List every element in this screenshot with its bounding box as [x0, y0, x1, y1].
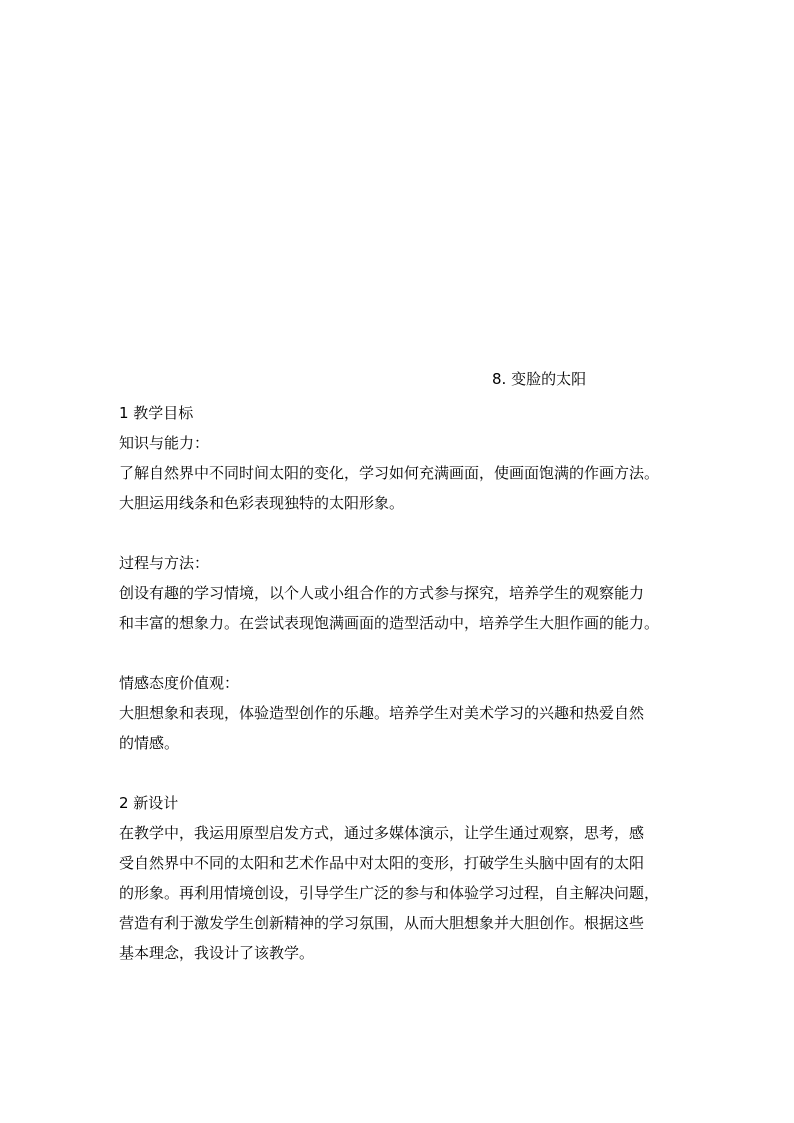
paragraph-line: 基本理念，我设计了该教学。 [119, 944, 315, 962]
paragraph-line: 和丰富的想象力。在尝试表现饱满画面的造型活动中，培养学生大胆作画的能力。 [119, 614, 660, 632]
paragraph-line: 创设有趣的学习情境，以个人或小组合作的方式参与探究，培养学生的观察能力 [119, 584, 645, 602]
subheading-knowledge: 知识与能力： [119, 434, 210, 452]
paragraph-line: 在教学中，我运用原型启发方式，通过多媒体演示，让学生通过观察，思考，感 [119, 824, 645, 842]
paragraph-line: 营造有利于激发学生创新精神的学习氛围，从而大胆想象并大胆创作。根据这些 [119, 914, 645, 932]
paragraph-line: 大胆运用线条和色彩表现独特的太阳形象。 [119, 494, 405, 512]
paragraph-line: 受自然界中不同的太阳和艺术作品中对太阳的变形，打破学生头脑中固有的太阳 [119, 854, 645, 872]
paragraph-line: 的形象。再利用情境创设，引导学生广泛的参与和体验学习过程，自主解决问题， [119, 884, 660, 902]
section-heading-objectives: 1 教学目标 [119, 404, 194, 422]
section-heading-design: 2 新设计 [119, 794, 179, 812]
blank-line [119, 638, 679, 668]
blank-line [119, 758, 679, 788]
blank-line [119, 518, 679, 548]
subheading-attitude: 情感态度价值观： [119, 674, 240, 692]
paragraph-line: 了解自然界中不同时间太阳的变化，学习如何充满画面，使画面饱满的作画方法。 [119, 464, 660, 482]
subheading-process: 过程与方法： [119, 554, 210, 572]
paragraph-line: 的情感。 [119, 734, 180, 752]
document-title: 8. 变脸的太阳 [492, 370, 587, 388]
paragraph-line: 大胆想象和表现，体验造型创作的乐趣。培养学生对美术学习的兴趣和热爱自然 [119, 704, 645, 722]
document-body [119, 398, 679, 968]
